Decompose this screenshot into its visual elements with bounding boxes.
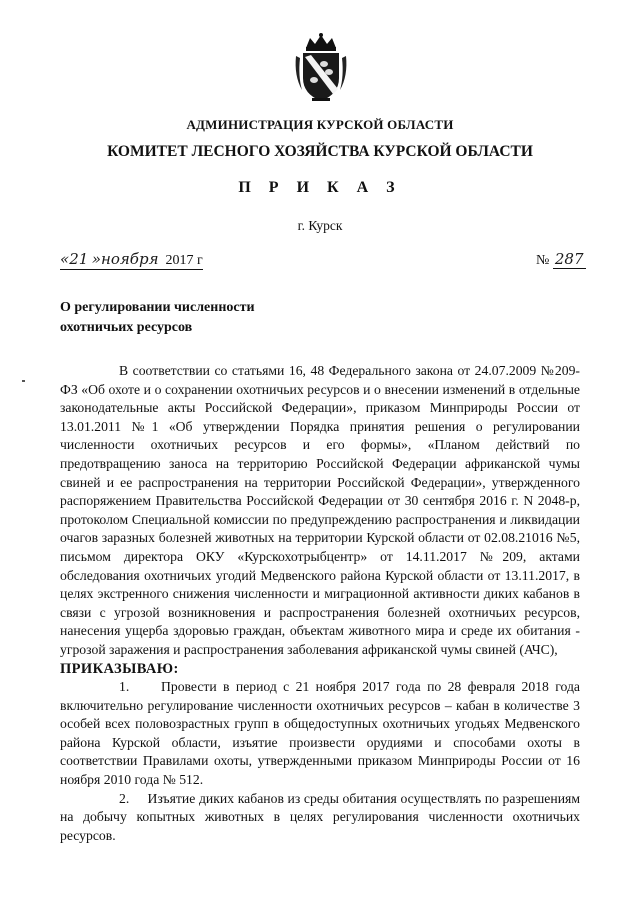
- order-body: [60, 362, 580, 845]
- number-value: 287: [554, 250, 584, 268]
- date-day: 21: [69, 250, 89, 268]
- item-1-number: 1.: [119, 679, 130, 695]
- coat-of-arms-icon: [292, 32, 350, 104]
- date-month: ноября: [100, 250, 159, 268]
- scan-speck: [22, 380, 25, 382]
- administration-title: АДМИНИСТРАЦИЯ КУРСКОЙ ОБЛАСТИ: [186, 117, 454, 132]
- date-open-quote: «: [60, 250, 70, 268]
- order-keyword: ПРИКАЗЫВАЮ:: [60, 660, 179, 677]
- preamble-paragraph: В соответствии со статьями 16, 48 Федерального закона от 24.07.2009 №209-ФЗ «Об охоте и о сохранении охотничьих ресурсов и о внесении изменений в отдельные законодательные акты Российской Федерации», приказом Минприроды России от 13.01.2011 №1 «Об утверждении Порядка принятия решения о регулировании численности охотничьих ресурсов и его формы», «Планом действий по предотвращению заноса на территорию Российской Федерации африканской чумы свиней и ее распространения на территории Российской Федерации», утвержденного распоряжением Правительства Российской Федерации от 30 сентября 2016 г. N 2048-р, протоколом Специальной комиссии по предупреждению распространения и ликвидации очагов заразных болезней животных на территории Курской области от 02.08.21016 №5, письмом директора ОКУ «Курскохотрыбцентр» от 14.11.2017 №209, актами обследования охотничьих угодий Медвенского района Курской области от 13.11.2017, в целях экстренного снижения численности и миграционной активности диких кабанов в связи с угрозой возникновения и распространения болезней охотничьих ресурсов, нанесения ущерба здоровью граждан, объектам животного мира и среде их обитания - угрозой заражения и распространения заболевания африканской чумы свиней (АЧС),: [60, 363, 580, 657]
- item-2-number: 2.: [119, 790, 130, 806]
- order-item-1: [60, 678, 580, 790]
- committee-title: КОМИТЕТ ЛЕСНОГО ХОЗЯЙСТВА КУРСКОЙ ОБЛАСТИ: [107, 143, 533, 160]
- order-item-2: [60, 790, 580, 846]
- item-1-text: Провести в период с 21 ноября 2017 года по 28 февраля 2018 года включительно регулирование численности охотничьих ресурсов – кабан в количестве 3 особей всех половозрастных групп в общедоступных охотничьих угодьях Медвенского района Курской области, изъятие произвести орудиями и способами охоты в соответствии Правилами охоты, утвержденными приказом Минприроды России от 16 ноября 2010 года № 512.: [60, 679, 581, 788]
- order-number: [536, 251, 586, 269]
- order-date: [60, 251, 203, 270]
- date-close-quote: »: [91, 250, 101, 268]
- number-label: №: [536, 253, 550, 268]
- document-type: П Р И К А З: [238, 179, 402, 196]
- subject-line-2: охотничьих ресурсов: [60, 320, 193, 335]
- item-2-text: Изъятие диких кабанов из среды обитания осуществлять по разрешениям на добычу копытных животных в целях регулирования численности охотничьих ресурсов.: [60, 790, 580, 843]
- subject-line-1: О регулировании численности: [60, 300, 255, 315]
- date-year: 2017 г: [165, 253, 203, 268]
- order-subject: [60, 298, 360, 338]
- city: г. Курск: [297, 218, 343, 233]
